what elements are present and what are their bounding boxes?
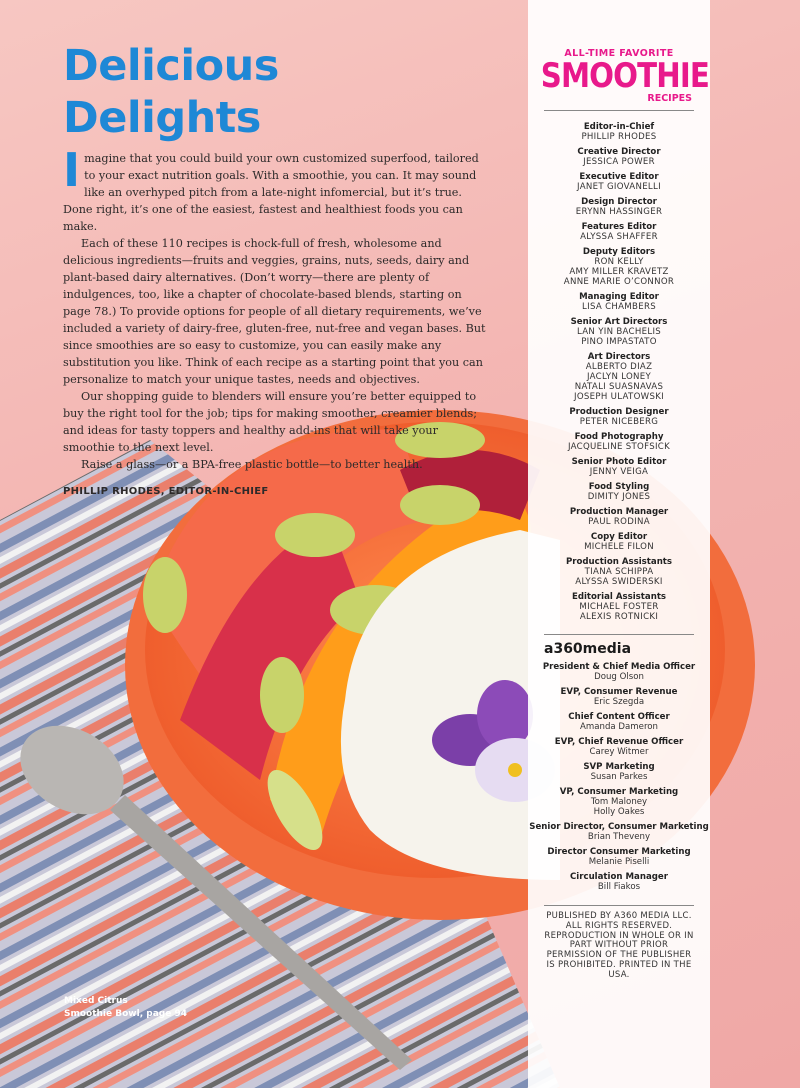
credit-name: MICHELE FILON <box>584 542 654 552</box>
credit-role: Senior Art Directors <box>570 317 668 327</box>
credit-role: Deputy Editors <box>582 247 656 257</box>
credit-name: JESSICA POWER <box>583 157 655 167</box>
credit-role: Design Director <box>581 197 657 207</box>
credit-name: NATALI SUASNAVAS <box>574 382 664 392</box>
credit-name: JACQUELINE STOFSICK <box>567 442 671 452</box>
drop-cap: I <box>63 143 81 197</box>
credit-role: Copy Editor <box>590 532 648 542</box>
credit-name: ALEXIS ROTNICKI <box>579 612 659 622</box>
credit-role: Art Directors <box>587 352 651 362</box>
credit-name: ANNE MARIE O’CONNOR <box>563 277 675 287</box>
masthead <box>528 0 710 1088</box>
paragraph: Our shopping guide to blenders will ensure you’re better equipped to buy the right tool for the job; tips for making smoother, creamier blends; and ideas for tasty toppers and healthy add-ins that will take your smoothie to the next level. <box>63 390 478 454</box>
credit-role: Senior Photo Editor <box>571 457 667 467</box>
credit-role: VP, Consumer Marketing <box>559 787 679 797</box>
credit-name: LAN YIN BACHELIS <box>576 327 662 337</box>
legal-notice: PUBLISHED BY A360 MEDIA LLC. ALL RIGHTS RESERVED. REPRODUCTION IN WHOLE OR IN PART WITHOUT PRIOR PERMISSION OF THE PUBLISHER IS PROHIBITED. PRINTED IN THE USA. <box>544 905 694 981</box>
photo-caption <box>64 995 187 1021</box>
smoothie-logo <box>528 48 710 104</box>
credit-name: Eric Szegda <box>593 697 645 707</box>
credit-name: ALYSSA SHAFFER <box>580 232 658 242</box>
credit-name: RON KELLY <box>594 257 644 267</box>
credit-role: Production Designer <box>569 407 669 417</box>
credit-role: Executive Editor <box>579 172 659 182</box>
credit-role: Creative Director <box>577 147 661 157</box>
credit-role: Food Styling <box>588 482 650 492</box>
first-paragraph-text: magine that you could build your own customized superfood, tailored to your exact nutrition goals. With a smoothie, you can. It may sound like an overhyped pitch from a late-night infomercial, but it’s true. Done right, it’s one of the easiest, fastest and healthiest foods you can make. <box>63 152 479 233</box>
credit-name: PAUL RODINA <box>588 517 650 527</box>
byline: PHILLIP RHODES, EDITOR-IN-CHIEF <box>63 486 269 497</box>
credit-name: AMY MILLER KRAVETZ <box>569 267 669 277</box>
credit-role: SVP Marketing <box>583 762 655 772</box>
credit-role: EVP, Chief Revenue Officer <box>554 737 684 747</box>
credit-role: Features Editor <box>581 222 657 232</box>
credit-role: Production Manager <box>569 507 669 517</box>
credit-name: Brian Theveny <box>587 832 651 842</box>
credit-name: JACLYN LONEY <box>586 372 652 382</box>
credit-name: LISA CHAMBERS <box>582 302 656 312</box>
publisher-brand: a360media <box>544 634 694 657</box>
credit-name: Amanda Dameron <box>579 722 658 732</box>
credit-name: JANET GIOVANELLI <box>577 182 661 192</box>
credit-name: Bill Fiakos <box>597 882 641 892</box>
credit-role: President & Chief Media Officer <box>542 662 696 672</box>
credit-name: ALYSSA SWIDERSKI <box>575 577 663 587</box>
paragraph: Raise a glass—or a BPA-free plastic bottle—to better health. <box>81 458 423 471</box>
credit-role: Chief Content Officer <box>568 712 670 722</box>
credit-role: EVP, Consumer Revenue <box>560 687 678 697</box>
credit-name: JOSEPH ULATOWSKI <box>574 392 664 402</box>
credit-name: ERYNN HASSINGER <box>575 207 663 217</box>
divider <box>544 110 694 111</box>
credit-role: Editorial Assistants <box>571 592 667 602</box>
credit-name: ALBERTO DIAZ <box>585 362 653 372</box>
credit-role: Senior Director, Consumer Marketing <box>529 822 709 832</box>
executive-list <box>528 662 710 892</box>
credit-name: PINO IMPASTATO <box>581 337 657 347</box>
credit-name: Melanie Piselli <box>588 857 650 867</box>
caption-line: Smoothie Bowl, page 94 <box>64 1009 187 1019</box>
first-paragraph <box>63 143 491 235</box>
credit-role: Circulation Manager <box>569 872 668 882</box>
intro-article <box>63 40 491 497</box>
credit-role: Managing Editor <box>579 292 659 302</box>
credit-name: Carey Witmer <box>589 747 649 757</box>
logo-title: SMOOTHIE <box>540 56 710 96</box>
logo-tagline: ALL-TIME FAVORITE <box>564 48 674 59</box>
credit-name: PHILLIP RHODES <box>581 132 657 142</box>
caption-line: Mixed Citrus <box>64 996 128 1006</box>
credit-role: Director Consumer Marketing <box>547 847 691 857</box>
credit-name: JENNY VEIGA <box>589 467 649 477</box>
credit-name: PETER NICEBERG <box>579 417 659 427</box>
credit-name: Tom Maloney <box>590 797 648 807</box>
credit-name: Doug Olson <box>594 672 644 682</box>
credit-name: Susan Parkes <box>590 772 648 782</box>
credit-name: Holly Oakes <box>593 807 645 817</box>
page-title: Delicious Delights <box>63 41 279 143</box>
credit-role: Food Photography <box>574 432 664 442</box>
credit-role: Production Assistants <box>565 557 673 567</box>
logo-subtitle: RECIPES <box>647 93 692 104</box>
credit-name: DIMITY JONES <box>587 492 651 502</box>
staff-list <box>528 122 710 622</box>
credit-name: MICHAEL FOSTER <box>579 602 659 612</box>
paragraph: Each of these 110 recipes is chock-full of fresh, wholesome and delicious ingredients—fruits and veggies, grains, nuts, seeds, dairy and plant-based dairy alternatives. (Don’t worry—there are plenty of indulgences, too, like a chapter of chocolate-based blends, starting on page 78.) To provide options for people of all dietary requirements, we’ve included a variety of dairy-free, gluten-free, nut-free and vegan bases. But since smoothies are so easy to customize, you can easily make any substitution you like. Think of each recipe as a starting point that you can personalize to match your unique tastes, needs and objectives. <box>63 237 486 386</box>
credit-name: TIANA SCHIPPA <box>584 567 654 577</box>
credit-role: Editor-in-Chief <box>583 122 655 132</box>
